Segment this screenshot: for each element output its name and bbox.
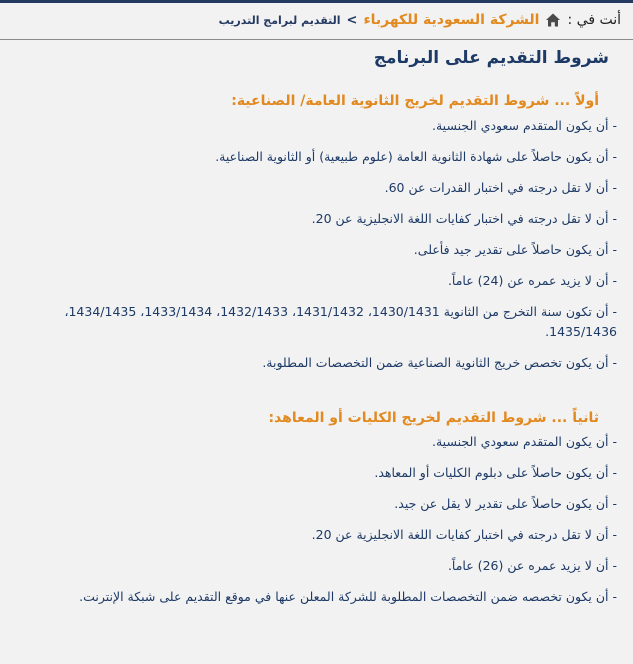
list-item: - أن تكون سنة التخرج من الثانوية 1430/1431، 1431/1432، 1432/1433، 1433/1434، 1434/1435، 1435/1436.: [64, 304, 617, 339]
list-item: - أن يكون المتقدم سعودي الجنسية.: [432, 434, 617, 449]
requirements-list: [14, 432, 617, 607]
section-heading: أولاً ... شروط التقديم لخريج الثانوية العامة/ الصناعية:: [231, 93, 599, 109]
list-item: - أن لا يزيد عمره عن (26) عاماً.: [447, 558, 617, 573]
list-item: - أن لا تقل درجته في اختبار كفايات اللغة الانجليزية عن 20.: [311, 211, 617, 226]
home-icon[interactable]: [545, 12, 561, 28]
main-content: [14, 44, 617, 607]
list-item: - أن يكون تخصص خريج الثانوية الصناعية ضمن التخصصات المطلوبة.: [262, 355, 617, 370]
header-divider: [0, 39, 633, 40]
list-item: - أن يكون حاصلاً على دبلوم الكليات أو المعاهد.: [374, 465, 617, 480]
top-bar: [0, 0, 633, 3]
section-colleges: [14, 407, 617, 607]
section-heading: ثانياً ... شروط التقديم لخريج الكليات أو المعاهد:: [268, 410, 599, 426]
breadcrumb-link-sec[interactable]: الشركة السعودية للكهرباء: [363, 12, 540, 28]
breadcrumb-current: التقديم لبرامج التدريب: [218, 13, 341, 27]
breadcrumb: [10, 8, 621, 32]
list-item: - أن يكون تخصصه ضمن التخصصات المطلوبة للشركة المعلن عنها في موقع التقديم على شبكة الإنترنت.: [79, 589, 617, 604]
list-item: - أن يكون حاصلاً على تقدير لا يقل عن جيد.: [394, 496, 617, 511]
list-item: - أن لا يزيد عمره عن (24) عاماً.: [447, 273, 617, 288]
page-title: شروط التقديم على البرنامج: [373, 48, 609, 68]
breadcrumb-label: أنت في :: [567, 12, 621, 28]
requirements-list: [14, 116, 617, 373]
list-item: - أن لا تقل درجته في اختبار كفايات اللغة الانجليزية عن 20.: [311, 527, 617, 542]
breadcrumb-separator: >: [346, 12, 358, 28]
list-item: - أن لا تقل درجته في اختبار القدرات عن 60.: [384, 180, 617, 195]
list-item: - أن يكون المتقدم سعودي الجنسية.: [432, 118, 617, 133]
list-item: - أن يكون حاصلاً على تقدير جيد فأعلى.: [413, 242, 617, 257]
list-item: - أن يكون حاصلاً على شهادة الثانوية العامة (علوم طبيعية) أو الثانوية الصناعية.: [215, 149, 617, 164]
section-high-school: [14, 90, 617, 373]
